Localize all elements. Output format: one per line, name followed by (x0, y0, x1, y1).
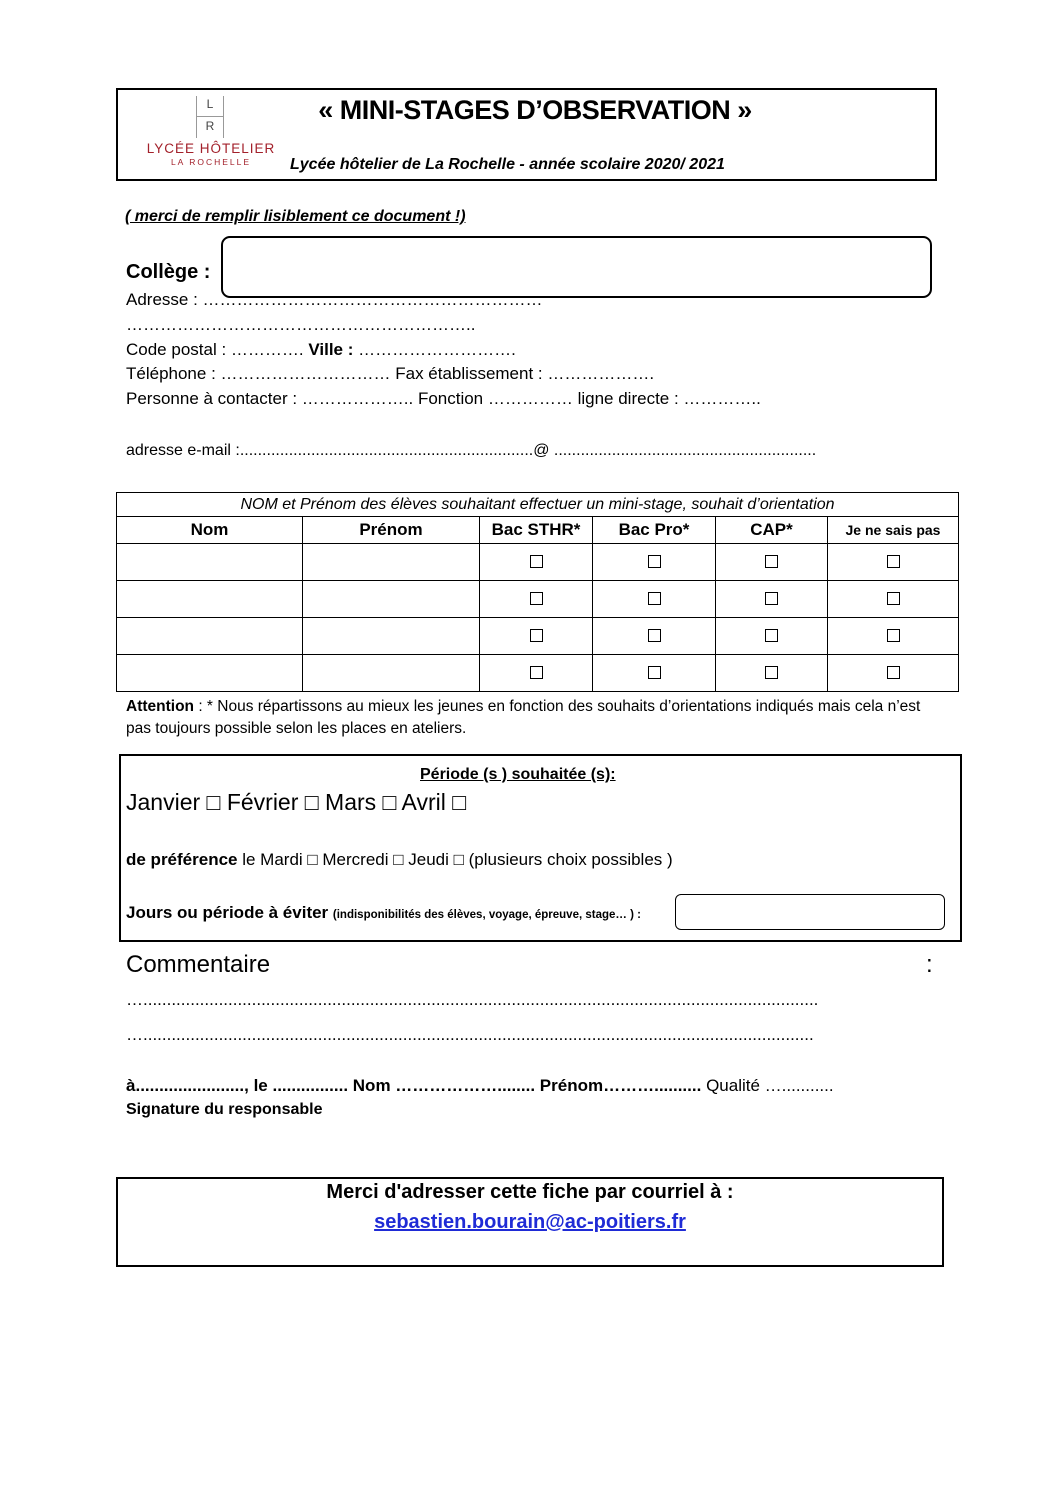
period-title: Période (s ) souhaitée (s): (420, 766, 616, 783)
cap-checkbox[interactable] (765, 555, 778, 568)
je-ne-sais-pas-checkbox[interactable] (887, 629, 900, 642)
contact-email-link[interactable]: sebastien.bourain@ac-poitiers.fr (374, 1211, 686, 1233)
nom-cell[interactable] (117, 655, 303, 692)
je-ne-sais-pas-checkbox[interactable] (887, 592, 900, 605)
place-label: à (126, 1076, 136, 1095)
contact-instruction: Merci d'adresser cette fiche par courriel à : (326, 1181, 734, 1203)
date-field[interactable]: ................ (267, 1076, 353, 1095)
table-row (117, 544, 959, 581)
address-line[interactable]: Adresse : …………………………………………………… (126, 290, 543, 309)
signature-line[interactable] (126, 1076, 834, 1096)
cap-checkbox[interactable] (765, 666, 778, 679)
college-label: Collège : (126, 261, 211, 283)
logo-letter-l: L (206, 97, 214, 111)
nom-cell[interactable] (117, 618, 303, 655)
table-row (117, 655, 959, 692)
header-bac-sthr: Bac STHR* (480, 517, 593, 544)
nom-label: Nom (352, 1076, 391, 1095)
city-field[interactable]: ………………………. (353, 340, 516, 359)
preferred-days-options[interactable]: le Mardi □ Mercredi □ Jeudi □ (plusieurs choix possibles ) (237, 850, 673, 869)
cap-checkbox[interactable] (765, 629, 778, 642)
date-label: le (253, 1076, 268, 1095)
preferred-days-label: de préférence (126, 850, 238, 869)
document-subtitle: Lycée hôtelier de La Rochelle - année scolaire 2020/ 2021 (290, 156, 725, 173)
je-ne-sais-pas-checkbox[interactable] (887, 555, 900, 568)
avoid-days-input[interactable] (675, 894, 945, 930)
phone-fax-line[interactable]: Téléphone : ………………………… Fax établissement : ………………. (126, 364, 655, 383)
college-input[interactable] (221, 236, 932, 298)
prenom-cell[interactable] (303, 655, 480, 692)
comment-label: Commentaire (126, 951, 271, 978)
header-cap: CAP* (716, 517, 828, 544)
attention-text: : * Nous répartissons au mieux les jeunes en fonction des souhaits d’orientations indiqués mais cela n’est pas toujours possible selon les places en ateliers. (126, 698, 921, 737)
avoid-days-label (126, 903, 641, 923)
nom-cell[interactable] (117, 581, 303, 618)
avoid-days-detail: (indisponibilités des élèves, voyage, épreuve, stage… ) : (332, 909, 641, 921)
attention-note (126, 696, 936, 740)
bac-pro-checkbox[interactable] (648, 555, 661, 568)
cap-checkbox[interactable] (765, 592, 778, 605)
comment-line-1[interactable]: …............................................................................................................................................... (126, 990, 819, 1009)
bac-sthr-checkbox[interactable] (530, 666, 543, 679)
comment-colon: : (926, 951, 933, 978)
postal-city-line[interactable] (126, 340, 516, 360)
logo-city: LA ROCHELLE (170, 157, 252, 167)
header-prenom: Prénom (303, 517, 480, 544)
logo-letter-r: R (205, 119, 215, 133)
bac-pro-checkbox[interactable] (648, 666, 661, 679)
prenom-label: Prénom (539, 1076, 604, 1095)
nom-field[interactable]: ………………........ (390, 1076, 540, 1095)
header-je-ne-sais-pas: Je ne sais pas (828, 517, 959, 544)
prenom-cell[interactable] (303, 581, 480, 618)
city-label: Ville : (308, 340, 354, 359)
table-caption: NOM et Prénom des élèves souhaitant effectuer un mini-stage, souhait d’orientation (117, 493, 959, 517)
prenom-cell[interactable] (303, 618, 480, 655)
fill-instruction: ( merci de remplir lisiblement ce document !) (125, 208, 466, 225)
preferred-days[interactable] (126, 850, 673, 870)
place-field[interactable]: ......................., (135, 1076, 254, 1095)
email-line[interactable]: adresse e-mail :..................................................................@ ........................................................... (126, 442, 817, 459)
header-bac-pro: Bac Pro* (593, 517, 716, 544)
bac-sthr-checkbox[interactable] (530, 555, 543, 568)
nom-cell[interactable] (117, 544, 303, 581)
document-title: « MINI-STAGES D’OBSERVATION » (318, 95, 752, 125)
comment-line-2[interactable]: ….............................................................................................................................................. (126, 1025, 814, 1044)
months-options[interactable]: Janvier □ Février □ Mars □ Avril □ (126, 789, 467, 815)
prenom-field[interactable]: ……….......... (603, 1076, 707, 1095)
signature-label: Signature du responsable (126, 1101, 323, 1118)
students-table (116, 492, 959, 692)
contact-person-line[interactable]: Personne à contacter : ……………….. Fonction …………… ligne directe : ………….. (126, 389, 761, 408)
header-nom: Nom (117, 517, 303, 544)
je-ne-sais-pas-checkbox[interactable] (887, 666, 900, 679)
bac-sthr-checkbox[interactable] (530, 629, 543, 642)
table-row (117, 618, 959, 655)
bac-pro-checkbox[interactable] (648, 592, 661, 605)
logo-name: LYCÉE HÔTELIER (146, 141, 276, 156)
attention-label: Attention (126, 698, 195, 715)
postal-code-field[interactable]: Code postal : …………. (126, 340, 309, 359)
logo-mark (196, 96, 224, 138)
table-row (117, 581, 959, 618)
bac-pro-checkbox[interactable] (648, 629, 661, 642)
qualite-field[interactable]: Qualité …........... (706, 1076, 834, 1095)
bac-sthr-checkbox[interactable] (530, 592, 543, 605)
avoid-days-title: Jours ou période à éviter (126, 903, 333, 922)
address-line-2[interactable]: …………………………………………………….. (126, 315, 476, 334)
prenom-cell[interactable] (303, 544, 480, 581)
